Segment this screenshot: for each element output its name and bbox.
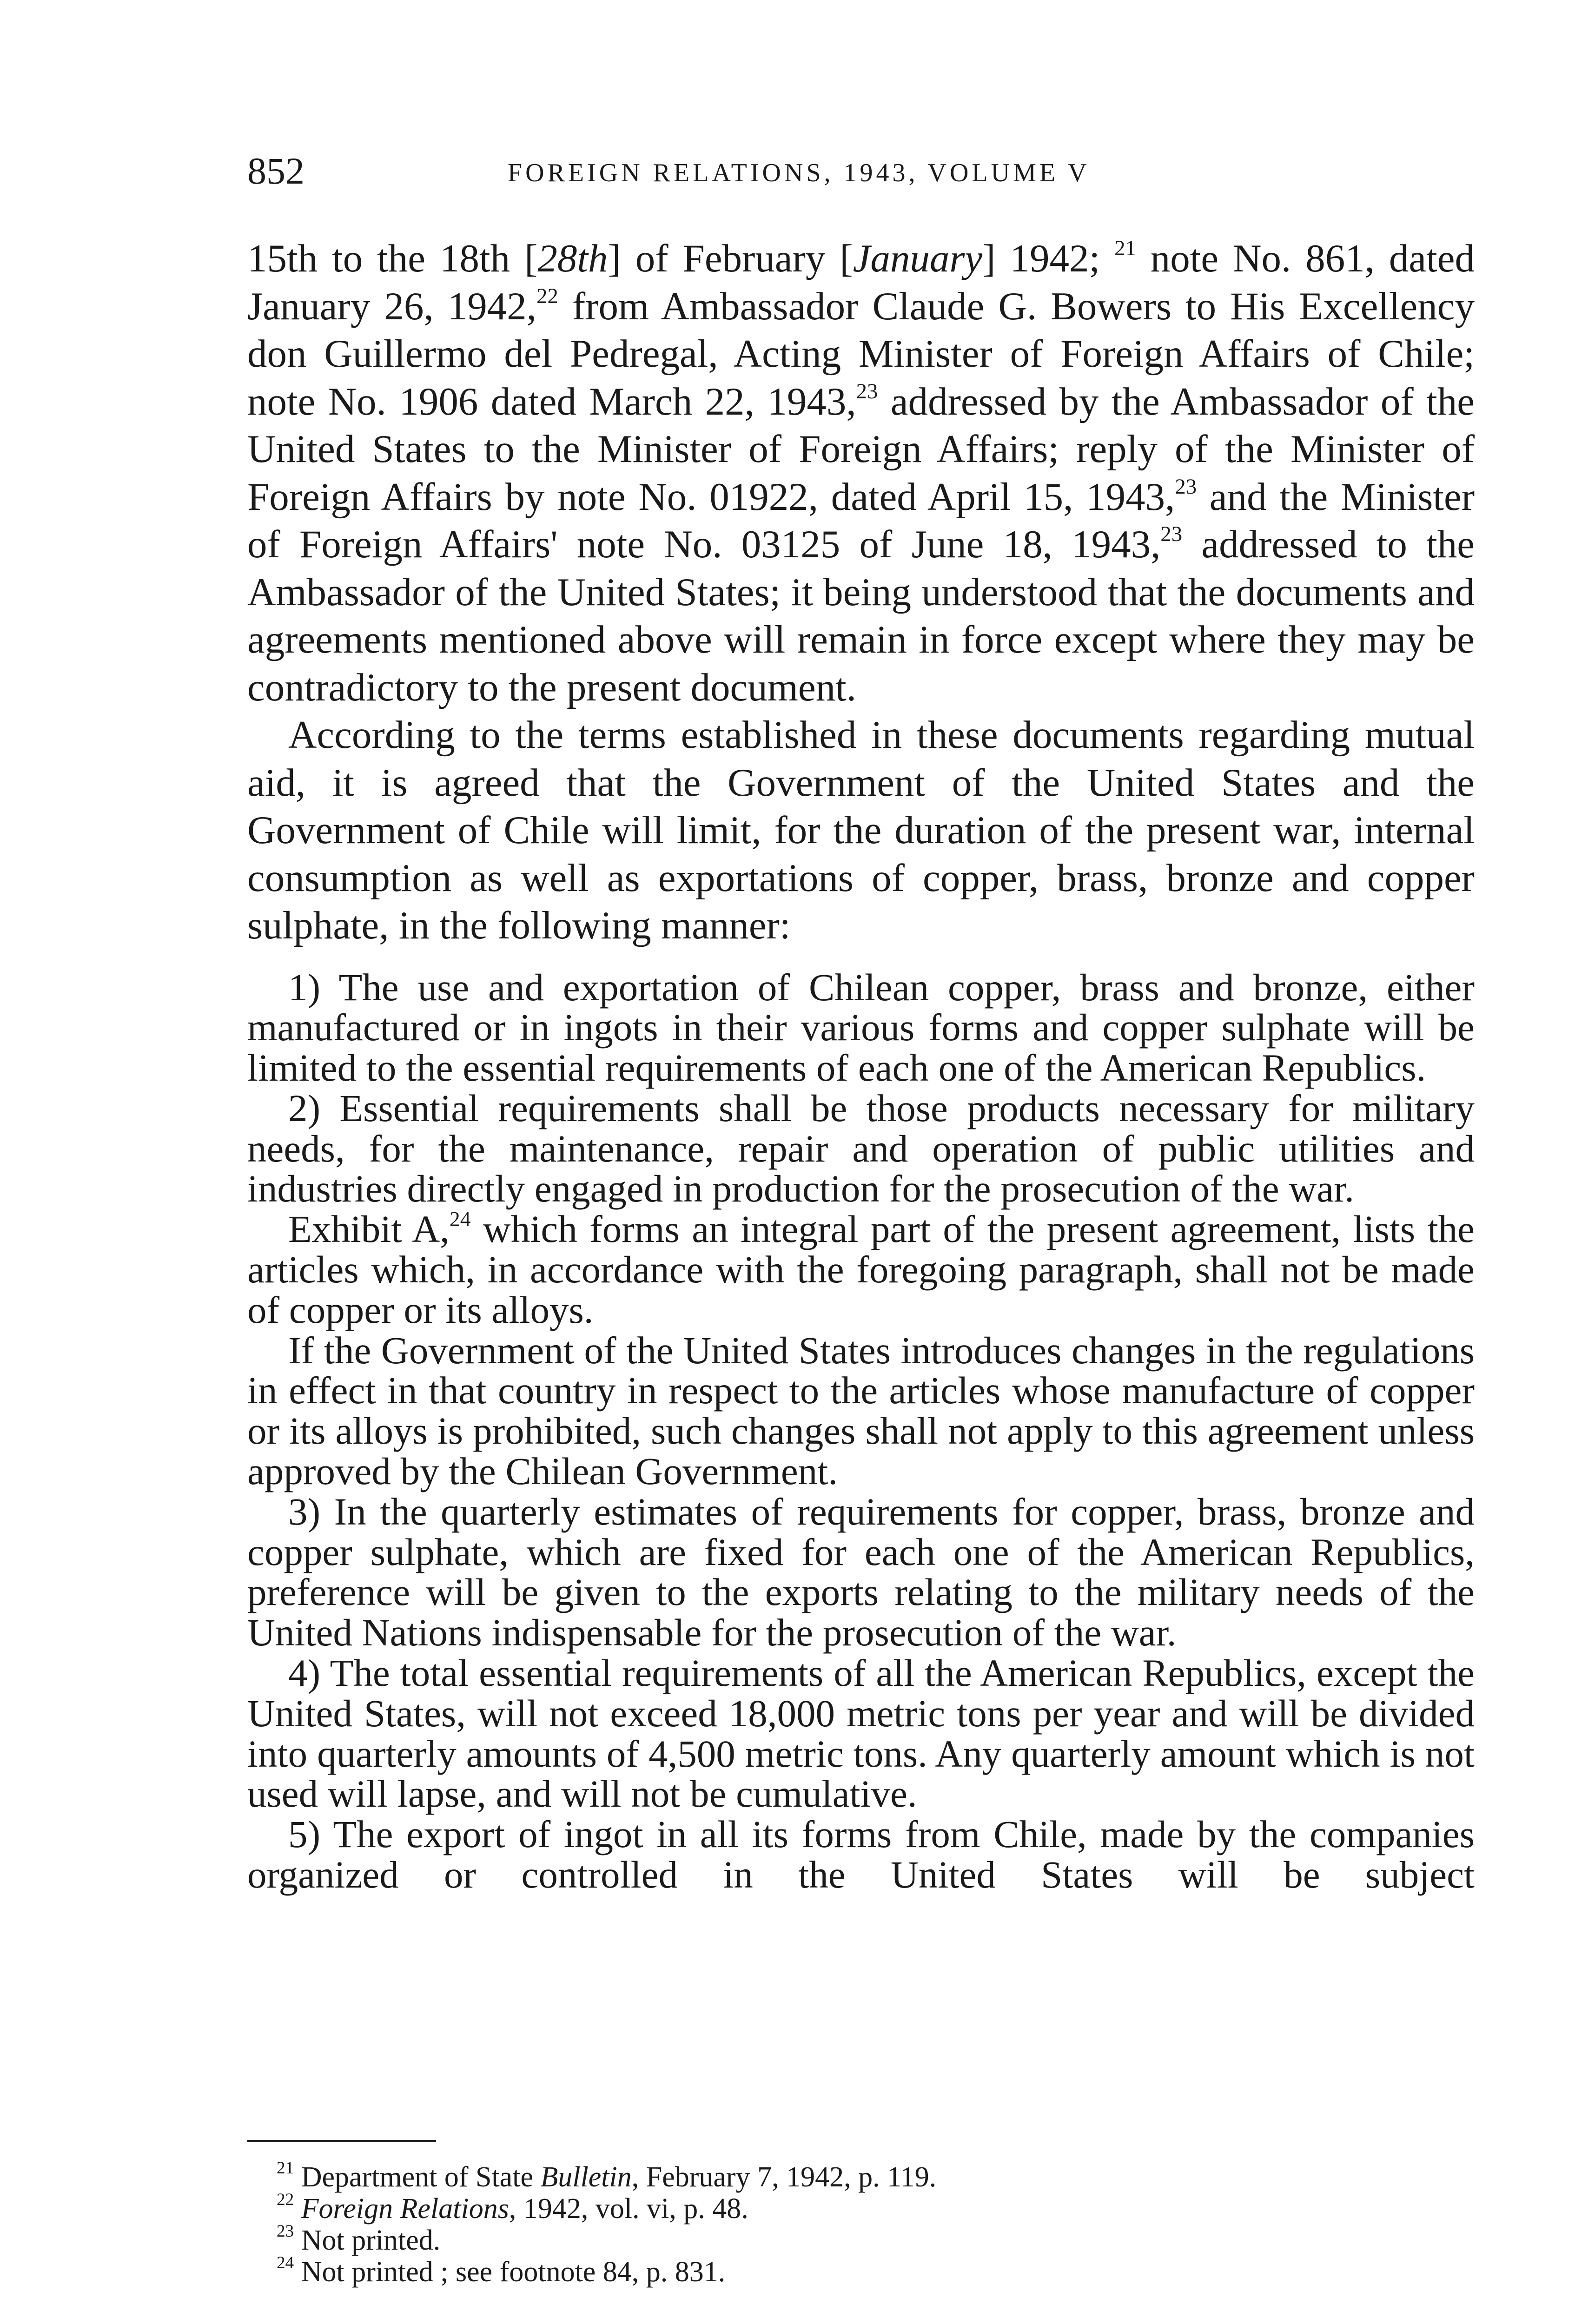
footnote-24 <box>277 2253 936 2288</box>
footnotes <box>277 2161 936 2288</box>
italic-text: January <box>853 237 983 280</box>
exhibit-a-paragraph <box>247 1209 1475 1330</box>
according-paragraph: According to the terms established in these documents regarding mutual aid, it is agreed that the Government of the United States and the Government of Chile will limit, for the duration of the present war, internal consumption as well as exportations of copper, brass, bronze and copper sulphate, in the following manner: <box>247 713 1475 947</box>
text-run <box>294 2193 301 2225</box>
agreement-list <box>247 967 1475 1895</box>
footnote-ref: 23 <box>856 379 878 403</box>
page-body <box>247 235 1475 1895</box>
page-number: 852 <box>247 150 304 192</box>
continuation-paragraph <box>247 235 1475 711</box>
text-run: Department of State <box>294 2161 541 2193</box>
footnote-ref: 23 <box>277 2222 294 2241</box>
text-run: from Ambassador Claude G. Bowers to His Excellency don Guillermo del Pedregal, Acting Minister of Foreign Affairs of Chile; note No. 1906 dated March 22, 1943, <box>247 284 1475 423</box>
footnote-22 <box>277 2190 936 2225</box>
text-run: note No. 861, dated January 26, 1942, <box>247 237 1475 328</box>
footnote-ref: 24 <box>277 2253 294 2273</box>
text-run: which forms an integral part of the present agreement, lists the articles which, in accordance with the foregoing paragraph, shall not be made of copper or its alloys. <box>247 1208 1475 1331</box>
text-run: 15th to the 18th [ <box>247 237 538 280</box>
italic-text: Foreign Relations <box>301 2193 509 2225</box>
text-run: ] of February [ <box>608 237 853 280</box>
text-run: Not printed. <box>294 2225 441 2256</box>
footnote-rule <box>247 2140 436 2142</box>
text-run: , 1942, vol. vi, p. 48. <box>509 2193 748 2225</box>
footnote-ref: 23 <box>1175 474 1197 499</box>
text-run: Exhibit A, <box>288 1208 450 1251</box>
text-run: Not printed ; see footnote 84, p. 831. <box>294 2256 726 2288</box>
agreement-item-5: 5) The export of ingot in all its forms from Chile, made by the companies organized or controlled in the United States will be subject <box>247 1813 1475 1896</box>
text-run: addressed to the Ambassador of the United States; it being understood that the documents and agreements mentioned above will remain in force except where they may be contradictory to the present document. <box>247 522 1475 709</box>
italic-text: Bulletin <box>540 2161 632 2193</box>
regulation-changes-paragraph: If the Government of the United States introduces changes in the regulations in effect in that country in respect to the articles whose manufacture of copper or its alloys is prohibited, such changes shall not apply to this agreement unless approved by the Chilean Government. <box>247 1328 1475 1493</box>
agreement-item-4: 4) The total essential requirements of all the American Republics, except the United States, will not exceed 18,000 metric tons per year and will be divided into quarterly amounts of 4,500 metric tons. Any quarterly amount which is not used will lapse, and will not be cumulative. <box>247 1651 1475 1816</box>
footnote-23 <box>277 2222 936 2256</box>
text-run: addressed by the Ambassador of the United States to the Minister of Foreign Affairs; reply of the Minister of Foreign Affairs by note No. 01922, dated April 15, 1943, <box>247 379 1475 519</box>
text-run: and the Minister of Foreign Affairs' note No. 03125 of June 18, 1943, <box>247 475 1475 566</box>
italic-text: 28th <box>537 237 608 280</box>
footnote-ref: 21 <box>277 2159 294 2178</box>
footnote-ref: 24 <box>449 1207 471 1231</box>
footnote-21 <box>277 2161 936 2193</box>
footnote-ref: 23 <box>1160 522 1183 546</box>
text-run: , February 7, 1942, p. 119. <box>631 2161 937 2193</box>
page-header <box>247 148 1475 199</box>
agreement-item-2: 2) Essential requirements shall be those products necessary for military needs, for the maintenance, repair and operation of public utilities and industries directly engaged in production for the prosecution of the war. <box>247 1086 1475 1210</box>
running-title: FOREIGN RELATIONS, 1943, VOLUME V <box>508 158 1090 187</box>
footnote-ref: 22 <box>536 284 558 308</box>
text-run: ] 1942; <box>982 237 1115 280</box>
agreement-item-1: 1) The use and exportation of Chilean copper, brass and bronze, either manufactured or in ingots in their various forms and copper sulphate will be limited to the essential requirements of each one of the American Republics. <box>247 965 1475 1089</box>
agreement-item-3: 3) In the quarterly estimates of requirements for copper, brass, bronze and copper sulphate, which are fixed for each one of the American Republics, preference will be given to the exports relating to the military needs of the United Nations indispensable for the prosecution of the war. <box>247 1490 1475 1654</box>
footnote-ref: 22 <box>277 2190 294 2210</box>
footnote-ref: 21 <box>1114 236 1136 260</box>
